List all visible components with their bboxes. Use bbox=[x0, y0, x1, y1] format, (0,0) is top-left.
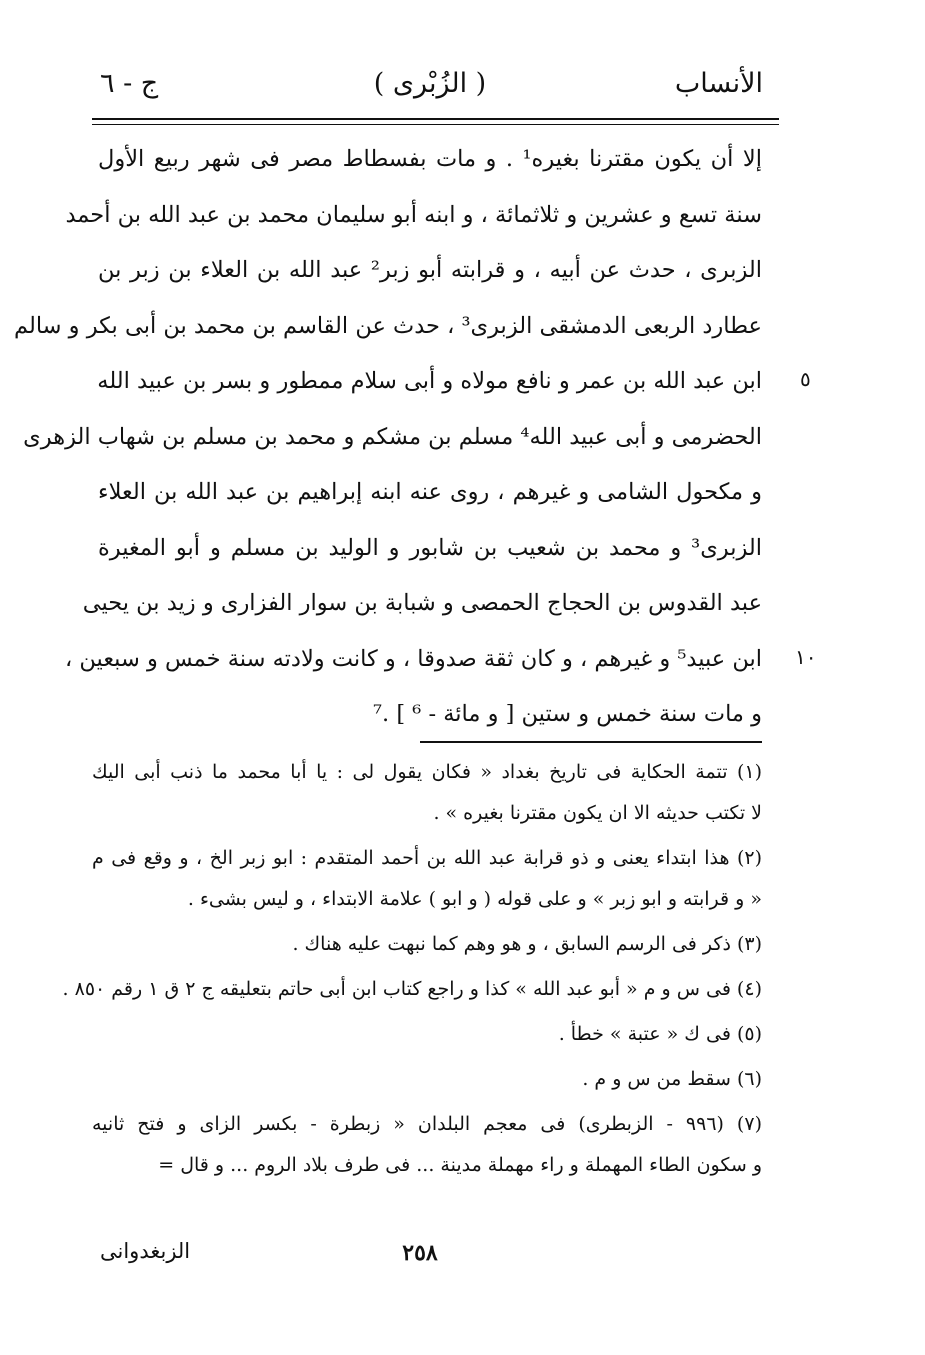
text-line: و مكحول الشامى و غيرهم ، روى عنه ابنه إبراهيم بن عبد الله بن العلاء bbox=[98, 479, 762, 505]
text-line: إلا أن يكون مقترنا بغيره¹ . و مات بفسطاط مصر فى شهر ربيع الأول bbox=[98, 146, 762, 172]
footnote-line: (١) تتمة الحكاية فى تاريخ بغداد « فكان يقول لى : يا أبا محمد ما ذنب أبى اليك bbox=[92, 761, 762, 783]
text-line: الحضرمى و أبى عبيد الله⁴ مسلم بن مشكم و محمد بن مسلم بن شهاب الزهرى bbox=[23, 423, 762, 450]
footnote-line: (٦) سقط من س و م . bbox=[582, 1068, 762, 1090]
text-line: عطارد الربعى الدمشقى الزبرى³ ، حدث عن القاسم بن محمد بن أبى بكر و سالم bbox=[13, 312, 762, 339]
line-number-5: ٥ bbox=[800, 367, 811, 391]
footnote-line: (٥) فى ك « عتبة » خطأ . bbox=[558, 1023, 762, 1045]
footnote bbox=[92, 838, 762, 920]
main-text bbox=[13, 132, 762, 743]
footnote-line: (٣) ذكر فى الرسم السابق ، و هو وهم كما نبهت عليه هناك . bbox=[292, 933, 762, 955]
footnote-line: (٢) هذا ابتداء يعنى و ذو قرابة عبد الله بن أحمد المتقدم : ابو زبر الخ ، و وقع فى م bbox=[92, 847, 762, 869]
text-line: سنة تسع و عشرين و ثلاثمائة ، و ابنه أبو سليمان محمد بن عبد الله بن أحمد bbox=[65, 201, 762, 228]
header-rule-thick bbox=[92, 118, 779, 120]
footnote bbox=[92, 1059, 762, 1100]
footnote bbox=[92, 1104, 762, 1186]
line-number-10: ١٠ bbox=[795, 645, 817, 669]
footnote bbox=[92, 924, 762, 965]
text-line: الزبرى³ و محمد بن شعيب بن شابور و الوليد بن مسلم و أبو المغيرة bbox=[98, 534, 762, 561]
text-line: ابن عبد الله بن عمر و نافع مولاه و أبى سلام ممطور و بسر بن عبيد الله bbox=[97, 368, 762, 394]
header-rule-thin bbox=[92, 124, 779, 125]
header-volume: ج - ٦ bbox=[100, 68, 159, 99]
footnote-line: (٧) (٩٩٦ - الزبطرى) فى معجم البلدان « زبطرة - بكسر الزاى و فتح ثانيه bbox=[92, 1113, 762, 1135]
footnote-line: (٤) فى س و م « أبو عبد الله » كذا و راجع كتاب ابن أبى حاتم بتعليقه ج ٢ ق ١ رقم ٨٥٠ . bbox=[62, 978, 762, 1000]
text-line: الزبرى ، حدث عن أبيه ، و قرابته أبو زبر² عبد الله بن العلاء بن زبر بن bbox=[98, 257, 762, 283]
page-number: ٢٥٨ bbox=[402, 1240, 438, 1266]
footnote bbox=[62, 969, 762, 1010]
footnotes bbox=[62, 752, 762, 1190]
footnote bbox=[92, 752, 762, 834]
text-line: ابن عبيد⁵ و غيرهم ، و كان ثقة صدوقا ، و كانت ولادته سنة خمس و سبعين ، bbox=[64, 645, 762, 672]
text-line: عبد القدوس بن الحجاج الحمصى و شبابة بن سوار الفزارى و زيد بن يحيى bbox=[82, 590, 762, 616]
catchword: الزبغدوانى bbox=[100, 1239, 191, 1263]
header-entry-title: ( الزُبْرى ) bbox=[373, 68, 487, 99]
footnote-line: « و قرابته و ابو زبر » و على قوله ( و ابو ) علامة الابتداء ، و ليس بشىء . bbox=[187, 888, 762, 910]
footnote-line: لا تكتب حديثه الا ان يكون مقترنا بغيره » . bbox=[433, 802, 762, 824]
footnote-line: و سكون الطاء المهملة و راء مهملة مدينة ... فى طرف بلاد الروم ... و قال = bbox=[158, 1154, 762, 1176]
footnote-separator bbox=[420, 741, 762, 743]
text-line: و مات سنة خمس و ستين [ و مائة - ⁶ ] .⁷ bbox=[373, 701, 762, 727]
header-title: الأنساب bbox=[674, 68, 763, 99]
footnote bbox=[92, 1014, 762, 1055]
